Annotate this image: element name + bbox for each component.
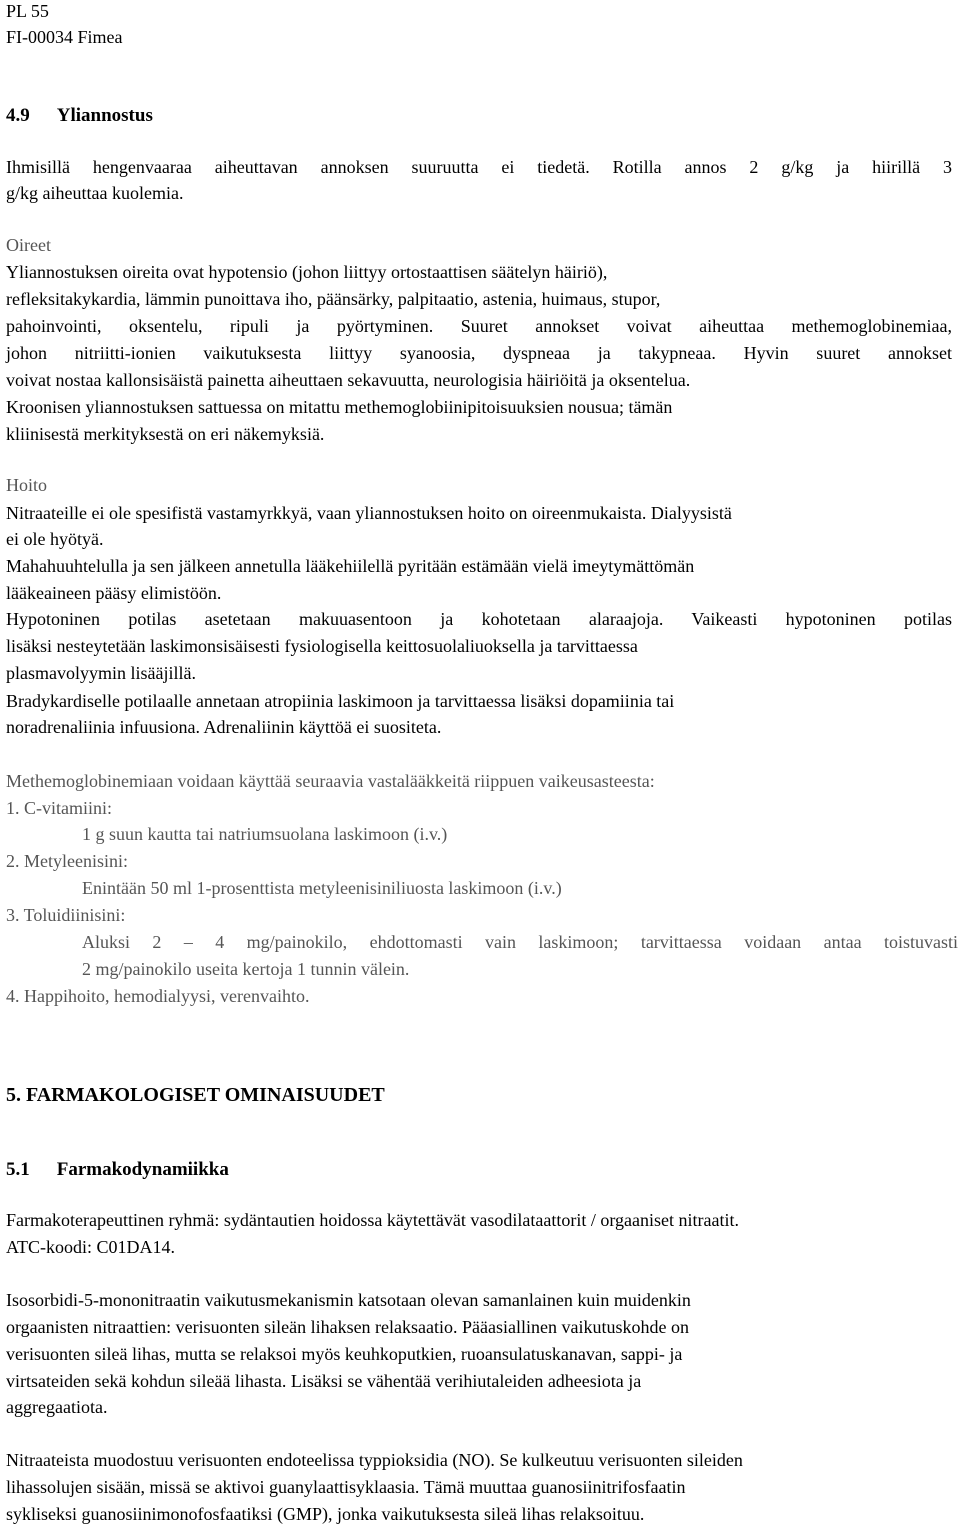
intro-line-1: Ihmisillä hengenvaaraa aiheuttavan annoksen suuruutta ei tiedetä. Rotilla annos 2 g/kg ja hiirillä 3	[6, 157, 952, 177]
section-4-9-heading	[6, 103, 153, 129]
methb-item-detail: Aluksi 2 – 4 mg/painokilo, ehdottomasti vain laskimoon; tarvittaessa voidaan antaa toistuvasti	[82, 932, 958, 952]
hoito-line: Hypotoninen potilas asetetaan makuuasentoon ja kohotetaan alaraajoja. Vaikeasti hypotoninen potilas	[6, 609, 952, 629]
oireet-line: voivat nostaa kallonsisäistä painetta aiheuttaen sekavuutta, neurologisia häiriöitä ja oksentelua.	[6, 370, 691, 390]
p2-line: virtsateiden sekä kohdun sileää lihasta. Lisäksi se vähentää verihiutaleiden adheesiota ja	[6, 1371, 642, 1391]
hoito-line: ei ole hyötyä.	[6, 529, 104, 549]
hoito-label: Hoito	[6, 475, 48, 495]
section-5-heading: 5. FARMAKOLOGISET OMINAISUUDET	[6, 1084, 385, 1106]
hoito-line: lisäksi nesteytetään laskimonsisäisesti fysiologisella keittosuolaliuoksella ja tarvittaessa	[6, 636, 638, 656]
p2-line: aggregaatiota.	[6, 1397, 108, 1417]
oireet-label: Oireet	[6, 235, 51, 255]
section-title: Yliannostus	[56, 105, 153, 126]
p2-line: orgaanisten nitraattien: verisuonten sileän lihaksen relaksaatio. Pääasiallinen vaikutuskohde on	[6, 1317, 689, 1337]
p3-line: lihassolujen sisään, missä se aktivoi guanylaattisyklaasia. Tämä muuttaa guanosiinitrifosfaatin	[6, 1477, 686, 1497]
p3-line: Nitraateista muodostuu verisuonten endoteelissa typpioksidia (NO). Se kulkeutuu verisuonten sileiden	[6, 1450, 743, 1470]
intro-line-2: g/kg aiheuttaa kuolemia.	[6, 183, 184, 203]
oireet-line: pahoinvointi, oksentelu, ripuli ja pyörtyminen. Suuret annokset voivat aiheuttaa methemoglobinemiaa,	[6, 316, 952, 336]
methb-item-label: 1. C-vitamiini:	[6, 798, 112, 818]
oireet-line: johon nitriitti-ionien vaikutuksesta liittyy syanoosia, dyspneaa ja takypneaa. Hyvin suuret annokset	[6, 343, 952, 363]
hoito-line: Bradykardiselle potilaalle annetaan atropiinia laskimoon ja tarvittaessa lisäksi dopamiinia tai	[6, 691, 675, 711]
methb-item-label: 4. Happihoito, hemodialyysi, verenvaihto.	[6, 986, 310, 1006]
hoito-line: plasmavolyymin lisääjillä.	[6, 663, 196, 683]
methb-item-detail: 2 mg/painokilo useita kertoja 1 tunnin välein.	[82, 959, 410, 979]
hoito-line: lääkeaineen pääsy elimistöön.	[6, 583, 222, 603]
p2-line: verisuonten sileä lihas, mutta se relaksoi myös keuhkoputkien, ruoansulatuskanavan, sappi- ja	[6, 1344, 683, 1364]
methb-item-label: 2. Metyleenisini:	[6, 851, 128, 871]
hoito-line: Nitraateille ei ole spesifistä vastamyrkkyä, vaan yliannostuksen hoito on oireenmukaista. Dialyysistä	[6, 503, 732, 523]
hoito-line: Mahahuuhtelulla ja sen jälkeen annetulla lääkehiilellä pyritään estämään vielä imeytymättömän	[6, 556, 695, 576]
p1-line: Farmakoterapeuttinen ryhmä: sydäntautien hoidossa käytettävät vasodilataattorit / orgaaniset nitraatit.	[6, 1210, 739, 1230]
oireet-line: Kroonisen yliannostuksen sattuessa on mitattu methemoglobiinipitoisuuksien nousua; tämän	[6, 397, 673, 417]
header-line-2: FI-00034 Fimea	[6, 27, 123, 47]
section-number: 4.9	[6, 105, 30, 126]
methb-item-label: 3. Toluidiinisini:	[6, 905, 126, 925]
section-5-1-heading	[6, 1157, 229, 1183]
section-number: 5.1	[6, 1159, 30, 1180]
p1-line: ATC-koodi: C01DA14.	[6, 1237, 176, 1257]
oireet-line: kliinisestä merkityksestä on eri näkemyksiä.	[6, 424, 325, 444]
p3-line: sykliseksi guanosiinimonofosfaatiksi (GMP), jonka vaikutuksesta sileä lihas relaksoituu.	[6, 1504, 645, 1524]
oireet-line: Yliannostuksen oireita ovat hypotensio (johon liittyy ortostaattisen säätelyn häiriö),	[6, 262, 608, 282]
oireet-line: refleksitakykardia, lämmin punoittava iho, päänsärky, palpitaatio, astenia, huimaus, stupor,	[6, 289, 661, 309]
methb-item-detail: Enintään 50 ml 1-prosenttista metyleenisiniliuosta laskimoon (i.v.)	[82, 878, 562, 898]
hoito-line: noradrenaliinia infuusiona. Adrenaliinin käyttöä ei suositeta.	[6, 717, 442, 737]
p2-line: Isosorbidi-5-mononitraatin vaikutusmekanismin katsotaan olevan samanlainen kuin muidenkin	[6, 1290, 691, 1310]
section-title: Farmakodynamiikka	[56, 1159, 229, 1180]
methb-item-detail: 1 g suun kautta tai natriumsuolana laskimoon (i.v.)	[82, 824, 448, 844]
header-line-1: PL 55	[6, 1, 49, 21]
methb-intro: Methemoglobinemiaan voidaan käyttää seuraavia vastalääkkeitä riippuen vaikeusasteesta:	[6, 771, 655, 791]
